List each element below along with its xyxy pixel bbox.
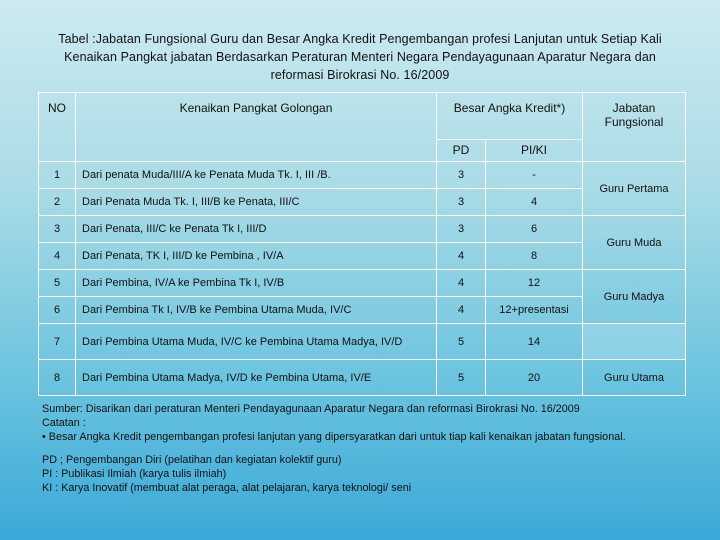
header-kenaikan: Kenaikan Pangkat Golongan (76, 93, 437, 162)
row-desc: Dari Penata, TK I, III/D ke Pembina , IV/A (76, 243, 437, 270)
row-piki: 14 (486, 324, 583, 360)
row-no: 4 (39, 243, 76, 270)
header-besar-angka-kredit: Besar Angka Kredit*) (437, 93, 583, 140)
row-desc: Dari Penata Muda Tk. I, III/B ke Penata, III/C (76, 189, 437, 216)
source-note: Sumber: Disarikan dari peraturan Menteri Pendayagunaan Aparatur Negara dan reformasi Birokrasi No. 16/2009 (42, 403, 580, 415)
row-no: 7 (39, 324, 76, 360)
row-desc: Dari Pembina Tk I, IV/B ke Pembina Utama Muda, IV/C (76, 297, 437, 324)
row-piki: 6 (486, 216, 583, 243)
table-row (39, 162, 686, 189)
legend-ki: KI : Karya Inovatif (membuat alat peraga, alat pelajaran, karya teknologi/ seni (42, 482, 412, 494)
catatan-bullet: • Besar Angka Kredit pengembangan profesi lanjutan yang dipersyaratkan dari untuk tiap kali kenaikan jabatan fungsional. (42, 431, 626, 443)
header-piki: PI/KI (486, 140, 583, 162)
table-row (39, 270, 686, 297)
row-desc: Dari Penata, III/C ke Penata Tk I, III/D (76, 216, 437, 243)
row-pd: 3 (437, 189, 486, 216)
row-desc: Dari Pembina Utama Muda, IV/C ke Pembina Utama Madya, IV/D (76, 324, 437, 360)
row-no: 3 (39, 216, 76, 243)
row-pd: 3 (437, 162, 486, 189)
row-pd: 3 (437, 216, 486, 243)
jabatan-cell: Guru Utama (583, 360, 686, 396)
row-desc: Dari penata Muda/III/A ke Penata Muda Tk. I, III /B. (76, 162, 437, 189)
notes (42, 402, 682, 495)
table-row (39, 324, 686, 360)
jabatan-table (38, 92, 686, 396)
row-pd: 5 (437, 360, 486, 396)
row-no: 6 (39, 297, 76, 324)
row-piki: 4 (486, 189, 583, 216)
row-desc: Dari Pembina Utama Madya, IV/D ke Pembina Utama, IV/E (76, 360, 437, 396)
row-no: 2 (39, 189, 76, 216)
row-piki: 12 (486, 270, 583, 297)
header-pd: PD (437, 140, 486, 162)
jabatan-cell: Guru Madya (583, 270, 686, 324)
jabatan-cell: Guru Pertama (583, 162, 686, 216)
legend-pi: PI : Publikasi Ilmiah (karya tulis ilmiah) (42, 468, 227, 480)
header-no: NO (39, 93, 76, 162)
row-piki: 12+presentasi (486, 297, 583, 324)
row-pd: 4 (437, 243, 486, 270)
row-pd: 5 (437, 324, 486, 360)
row-no: 5 (39, 270, 76, 297)
row-piki: 8 (486, 243, 583, 270)
row-piki: - (486, 162, 583, 189)
row-desc: Dari Pembina, IV/A ke Pembina Tk I, IV/B (76, 270, 437, 297)
jabatan-cell-empty (583, 324, 686, 360)
row-pd: 4 (437, 270, 486, 297)
table-row (39, 360, 686, 396)
legend-pd: PD ; Pengembangan Diri (pelatihan dan kegiatan kolektif guru) (42, 454, 342, 466)
row-no: 8 (39, 360, 76, 396)
row-pd: 4 (437, 297, 486, 324)
table-title: Tabel :Jabatan Fungsional Guru dan Besar Angka Kredit Pengembangan profesi Lanjutan untuk Setiap Kali Kenaikan Pangkat jabatan Berdasarkan Peraturan Menteri Negara Pendayagunaan Aparatur Negara dan reformasi Birokrasi No. 16/2009 (58, 32, 662, 82)
row-no: 1 (39, 162, 76, 189)
jabatan-cell: Guru Muda (583, 216, 686, 270)
catatan-label: Catatan : (42, 417, 86, 429)
row-piki: 20 (486, 360, 583, 396)
header-jabatan: Jabatan Fungsional (583, 93, 686, 162)
table-row (39, 216, 686, 243)
